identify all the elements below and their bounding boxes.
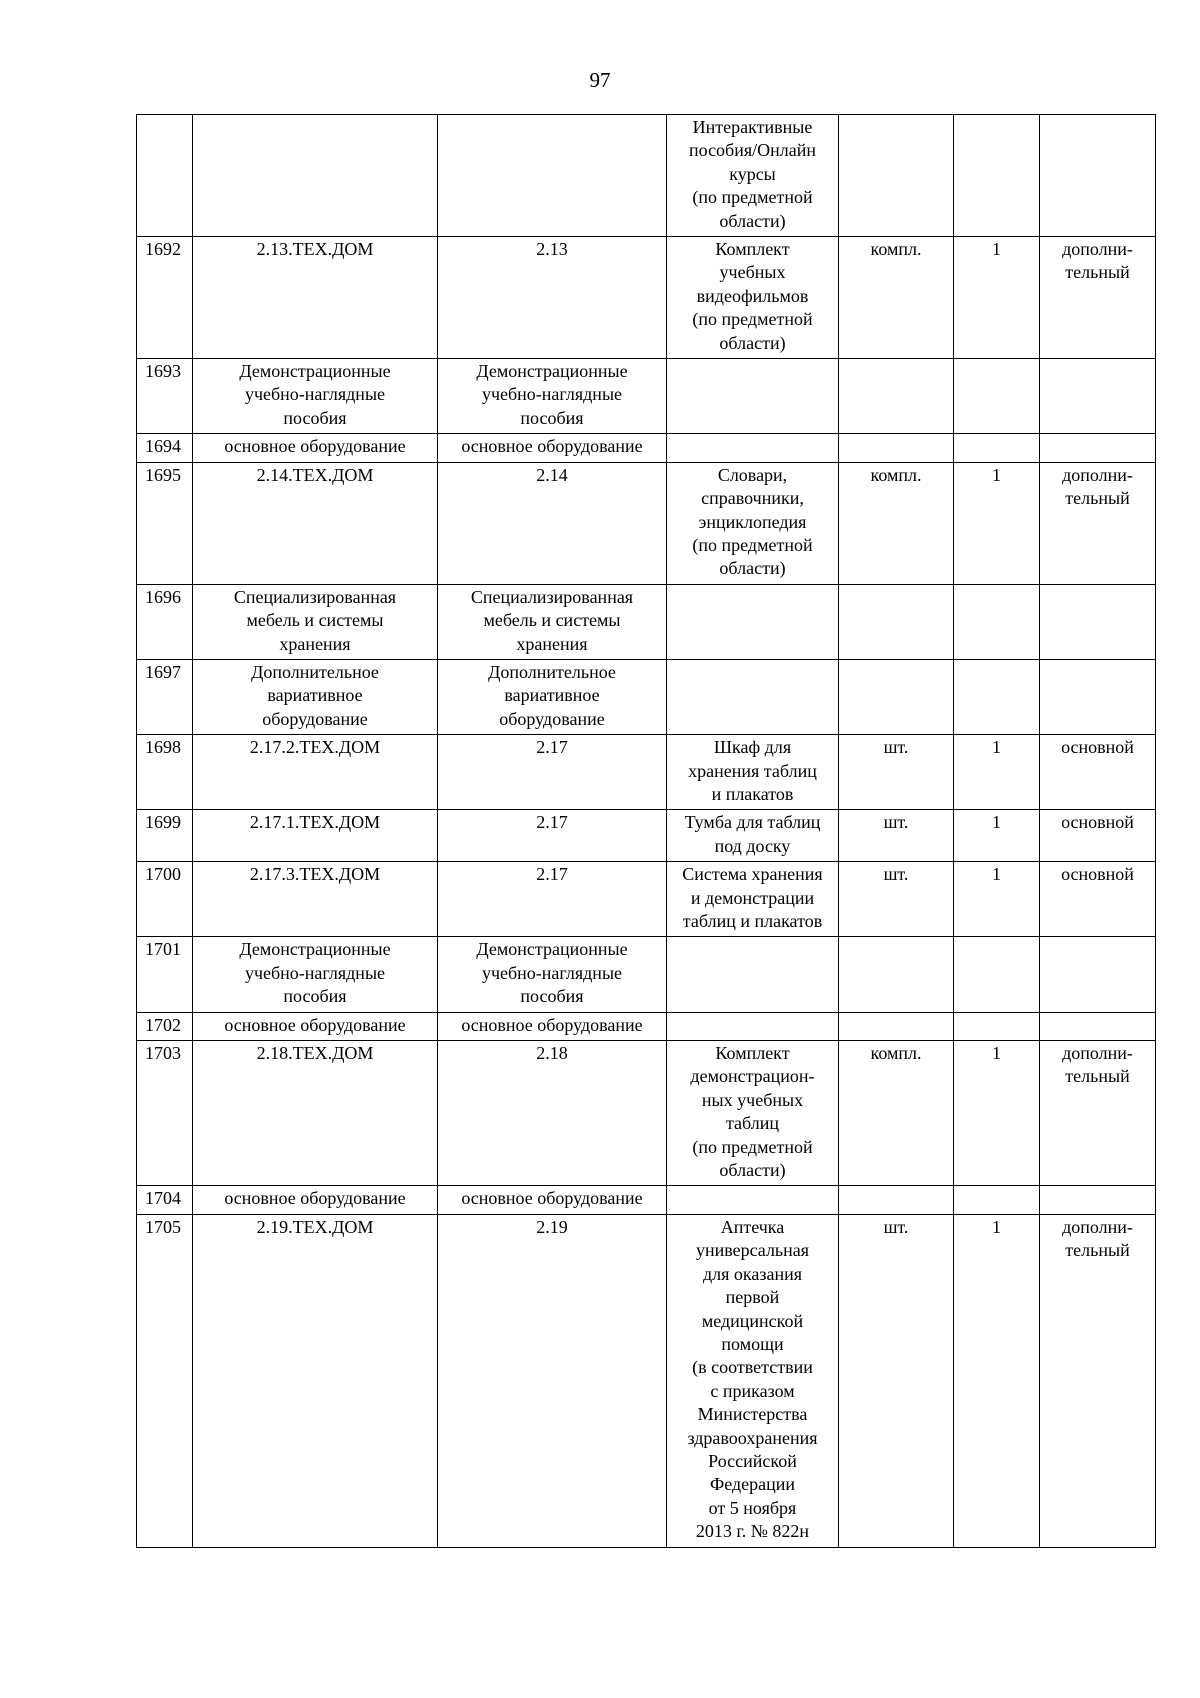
cell-equipment-type — [1040, 1214, 1156, 1547]
cell-equipment-type — [1040, 1186, 1156, 1214]
cell-text-line: учебно-наглядные — [481, 962, 623, 983]
cell-item-name — [667, 735, 839, 810]
cell-quantity: 1 — [954, 1041, 1040, 1186]
cell-section — [438, 434, 667, 462]
cell-section — [438, 1041, 667, 1186]
cell-text-line: 2.17.2.ТЕХ.ДОМ — [249, 737, 381, 758]
cell-item-code — [193, 937, 438, 1012]
page-number: 97 — [589, 68, 611, 92]
cell-text-line: тельный — [1065, 262, 1130, 283]
cell-text-line: хранения — [279, 633, 351, 654]
table-row — [137, 810, 1156, 862]
table-row — [137, 359, 1156, 434]
cell-text-line: 2.17 — [536, 812, 568, 833]
cell-text-line: Интерактивные — [692, 117, 813, 137]
cell-text-line: от 5 ноября — [708, 1497, 797, 1518]
cell-section — [438, 1012, 667, 1040]
cell-text-line: (по предметной — [692, 534, 813, 555]
cell-unit: шт. — [839, 1214, 954, 1547]
cell-text-line: курсы — [729, 163, 776, 184]
table-row — [137, 862, 1156, 937]
cell-text-line: учебно-наглядные — [244, 384, 386, 405]
cell-text-line: (по предметной — [692, 187, 813, 208]
cell-text-line: 2.14 — [536, 464, 568, 485]
cell-item-code — [193, 237, 438, 359]
cell-equipment-type — [1040, 359, 1156, 434]
cell-section — [438, 359, 667, 434]
cell-quantity — [954, 937, 1040, 1012]
cell-quantity: 1 — [954, 735, 1040, 810]
equipment-table — [136, 114, 1156, 1548]
cell-section — [438, 115, 667, 237]
cell-text-line: энциклопедия — [698, 511, 807, 532]
cell-section — [438, 862, 667, 937]
cell-unit: шт. — [839, 810, 954, 862]
cell-row-number: 1704 — [137, 1186, 193, 1214]
cell-text-line: 2013 г. № 822н — [695, 1521, 810, 1542]
cell-item-name — [667, 937, 839, 1012]
cell-text-line: дополни- — [1062, 1216, 1133, 1237]
cell-section — [438, 937, 667, 1012]
cell-item-name — [667, 1186, 839, 1214]
table-row — [137, 937, 1156, 1012]
cell-text-line: Словари, — [717, 464, 788, 485]
cell-row-number: 1700 — [137, 862, 193, 937]
cell-text-line: дополни- — [1062, 239, 1133, 260]
cell-item-name — [667, 1214, 839, 1547]
cell-unit — [839, 434, 954, 462]
table-row — [137, 659, 1156, 734]
cell-text-line: (по предметной — [692, 1136, 813, 1157]
cell-equipment-type — [1040, 862, 1156, 937]
cell-section — [438, 237, 667, 359]
cell-text-line: Демонстрационные — [476, 361, 628, 382]
cell-text-line: Демонстрационные — [239, 361, 391, 382]
cell-quantity: 1 — [954, 810, 1040, 862]
cell-text-line: Демонстрационные — [239, 939, 391, 960]
cell-text-line: Комплект — [715, 1043, 790, 1064]
cell-text-line: (в соответствии — [692, 1357, 813, 1378]
cell-text-line: основное оборудование — [461, 436, 643, 457]
cell-quantity: 1 — [954, 862, 1040, 937]
cell-equipment-type — [1040, 115, 1156, 237]
cell-text-line: видеофильмов — [696, 285, 809, 306]
cell-row-number: 1703 — [137, 1041, 193, 1186]
cell-item-name — [667, 584, 839, 659]
cell-item-code — [193, 1214, 438, 1547]
cell-item-name — [667, 359, 839, 434]
cell-text-line: таблиц — [725, 1113, 780, 1134]
cell-item-code — [193, 862, 438, 937]
table-row — [137, 735, 1156, 810]
cell-unit: компл. — [839, 462, 954, 584]
table-row — [137, 1214, 1156, 1547]
cell-quantity: 1 — [954, 462, 1040, 584]
cell-text-line: 2.14.ТЕХ.ДОМ — [256, 464, 374, 485]
table-row — [137, 1012, 1156, 1040]
cell-equipment-type — [1040, 1012, 1156, 1040]
cell-unit — [839, 659, 954, 734]
table-row — [137, 584, 1156, 659]
cell-unit — [839, 584, 954, 659]
cell-row-number: 1699 — [137, 810, 193, 862]
cell-text-line: дополни- — [1062, 1043, 1133, 1064]
cell-text-line: Дополнительное — [488, 661, 616, 682]
cell-equipment-type — [1040, 810, 1156, 862]
cell-unit: компл. — [839, 237, 954, 359]
cell-text-line: мебель и системы — [246, 610, 384, 631]
cell-text-line: 2.13 — [536, 239, 568, 260]
cell-row-number: 1702 — [137, 1012, 193, 1040]
cell-item-code — [193, 462, 438, 584]
table-row — [137, 1041, 1156, 1186]
cell-text-line: пособия — [283, 986, 347, 1007]
cell-quantity: 1 — [954, 237, 1040, 359]
cell-text-line: Российской — [708, 1450, 797, 1471]
cell-text-line: 2.19.ТЕХ.ДОМ — [256, 1216, 374, 1237]
cell-text-line: вариативное — [267, 685, 363, 706]
table-row — [137, 115, 1156, 237]
cell-text-line: области) — [719, 332, 786, 353]
cell-unit — [839, 359, 954, 434]
cell-text-line: учебно-наглядные — [244, 962, 386, 983]
table-row — [137, 237, 1156, 359]
cell-text-line: первой — [725, 1287, 780, 1308]
cell-text-line: медицинской — [701, 1310, 804, 1331]
cell-section — [438, 1186, 667, 1214]
cell-row-number: 1701 — [137, 937, 193, 1012]
cell-text-line: Специализированная — [470, 586, 634, 607]
cell-text-line: мебель и системы — [483, 610, 621, 631]
cell-row-number — [137, 115, 193, 237]
cell-text-line: Тумба для таблиц — [684, 812, 821, 833]
cell-text-line: учебных — [719, 262, 786, 283]
cell-text-line: демонстрацион- — [690, 1066, 815, 1087]
cell-quantity — [954, 115, 1040, 237]
cell-text-line: тельный — [1065, 1066, 1130, 1087]
cell-text-line: основное оборудование — [224, 436, 406, 457]
cell-text-line: 2.17 — [536, 864, 568, 885]
cell-quantity — [954, 659, 1040, 734]
cell-equipment-type — [1040, 735, 1156, 810]
cell-item-code — [193, 1186, 438, 1214]
table-row — [137, 1186, 1156, 1214]
cell-unit: компл. — [839, 1041, 954, 1186]
cell-quantity — [954, 584, 1040, 659]
cell-text-line: основной — [1061, 812, 1134, 833]
cell-text-line: 2.18.ТЕХ.ДОМ — [256, 1043, 374, 1064]
cell-text-line: основное оборудование — [461, 1014, 643, 1035]
cell-text-line: Министерства — [697, 1404, 808, 1425]
cell-item-code — [193, 659, 438, 734]
cell-text-line: области) — [719, 210, 786, 231]
cell-unit — [839, 1186, 954, 1214]
cell-item-code — [193, 115, 438, 237]
cell-quantity — [954, 1012, 1040, 1040]
cell-text-line: пособия — [520, 986, 584, 1007]
cell-item-name — [667, 462, 839, 584]
cell-text-line: области) — [719, 558, 786, 579]
cell-text-line: хранения — [516, 633, 588, 654]
cell-unit — [839, 1012, 954, 1040]
cell-text-line: 2.17 — [536, 737, 568, 758]
cell-item-name — [667, 659, 839, 734]
cell-unit — [839, 115, 954, 237]
cell-text-line: справочники, — [701, 488, 804, 509]
cell-item-code — [193, 735, 438, 810]
cell-text-line: Демонстрационные — [476, 939, 628, 960]
cell-text-line: хранения таблиц — [688, 760, 817, 781]
table-body — [137, 115, 1156, 1548]
cell-text-line: учебно-наглядные — [481, 384, 623, 405]
cell-quantity: 1 — [954, 1214, 1040, 1547]
cell-item-code — [193, 810, 438, 862]
cell-quantity — [954, 359, 1040, 434]
cell-item-name — [667, 434, 839, 462]
cell-text-line: Аптечка — [720, 1216, 785, 1237]
cell-quantity — [954, 434, 1040, 462]
cell-section — [438, 584, 667, 659]
cell-text-line: основной — [1061, 737, 1134, 758]
cell-section — [438, 462, 667, 584]
cell-text-line: пособия/Онлайн — [688, 140, 816, 161]
cell-text-line: области) — [719, 1160, 786, 1181]
cell-item-name — [667, 1041, 839, 1186]
cell-item-name — [667, 115, 839, 237]
cell-equipment-type — [1040, 237, 1156, 359]
cell-section — [438, 659, 667, 734]
cell-text-line: 2.17.3.ТЕХ.ДОМ — [249, 864, 381, 885]
cell-item-code — [193, 359, 438, 434]
cell-equipment-type — [1040, 434, 1156, 462]
cell-text-line: под доску — [714, 835, 791, 856]
cell-text-line: дополни- — [1062, 464, 1133, 485]
cell-text-line: основное оборудование — [224, 1188, 406, 1209]
cell-text-line: основной — [1061, 864, 1134, 885]
cell-equipment-type — [1040, 462, 1156, 584]
cell-equipment-type — [1040, 659, 1156, 734]
cell-text-line: основное оборудование — [461, 1188, 643, 1209]
cell-item-name — [667, 1012, 839, 1040]
cell-text-line: здравоохранения — [687, 1427, 818, 1448]
cell-quantity — [954, 1186, 1040, 1214]
cell-unit: шт. — [839, 862, 954, 937]
cell-row-number: 1697 — [137, 659, 193, 734]
cell-text-line: помощи — [721, 1333, 784, 1354]
cell-text-line: Дополнительное — [251, 661, 379, 682]
cell-row-number: 1693 — [137, 359, 193, 434]
cell-text-line: оборудование — [499, 708, 605, 729]
cell-text-line: Шкаф для — [713, 737, 792, 758]
cell-text-line: тельный — [1065, 488, 1130, 509]
cell-equipment-type — [1040, 937, 1156, 1012]
cell-text-line: тельный — [1065, 1240, 1130, 1261]
cell-row-number: 1692 — [137, 237, 193, 359]
cell-unit: шт. — [839, 735, 954, 810]
cell-section — [438, 735, 667, 810]
cell-item-name — [667, 237, 839, 359]
cell-equipment-type — [1040, 584, 1156, 659]
cell-row-number: 1698 — [137, 735, 193, 810]
cell-text-line: Комплект — [715, 239, 790, 260]
cell-unit — [839, 937, 954, 1012]
cell-text-line: Федерации — [709, 1474, 795, 1495]
cell-item-code — [193, 584, 438, 659]
cell-section — [438, 1214, 667, 1547]
cell-text-line: вариативное — [504, 685, 600, 706]
cell-item-code — [193, 434, 438, 462]
cell-item-code — [193, 1041, 438, 1186]
cell-row-number: 1694 — [137, 434, 193, 462]
cell-row-number: 1695 — [137, 462, 193, 584]
cell-text-line: 2.13.ТЕХ.ДОМ — [256, 239, 374, 260]
cell-text-line: основное оборудование — [224, 1014, 406, 1035]
cell-equipment-type — [1040, 1041, 1156, 1186]
cell-text-line: универсальная — [695, 1240, 810, 1261]
cell-text-line: и демонстрации — [690, 887, 815, 908]
cell-section — [438, 810, 667, 862]
cell-text-line: для оказания — [702, 1263, 803, 1284]
cell-text-line: ных учебных — [701, 1089, 804, 1110]
cell-text-line: Система хранения — [682, 864, 823, 885]
table-row — [137, 434, 1156, 462]
cell-text-line: таблиц и плакатов — [682, 911, 823, 931]
cell-text-line: пособия — [520, 407, 584, 428]
cell-text-line: пособия — [283, 407, 347, 428]
cell-text-line: 2.19 — [536, 1216, 568, 1237]
cell-item-code — [193, 1012, 438, 1040]
cell-text-line: 2.17.1.ТЕХ.ДОМ — [249, 812, 381, 833]
cell-text-line: и плакатов — [711, 783, 794, 804]
cell-text-line: оборудование — [262, 708, 368, 729]
cell-text-line: (по предметной — [692, 309, 813, 330]
cell-item-name — [667, 810, 839, 862]
cell-text-line: 2.18 — [536, 1043, 568, 1064]
cell-row-number: 1705 — [137, 1214, 193, 1547]
cell-item-name — [667, 862, 839, 937]
table-row — [137, 462, 1156, 584]
cell-text-line: Специализированная — [233, 586, 397, 607]
cell-text-line: с приказом — [710, 1380, 795, 1401]
cell-row-number: 1696 — [137, 584, 193, 659]
